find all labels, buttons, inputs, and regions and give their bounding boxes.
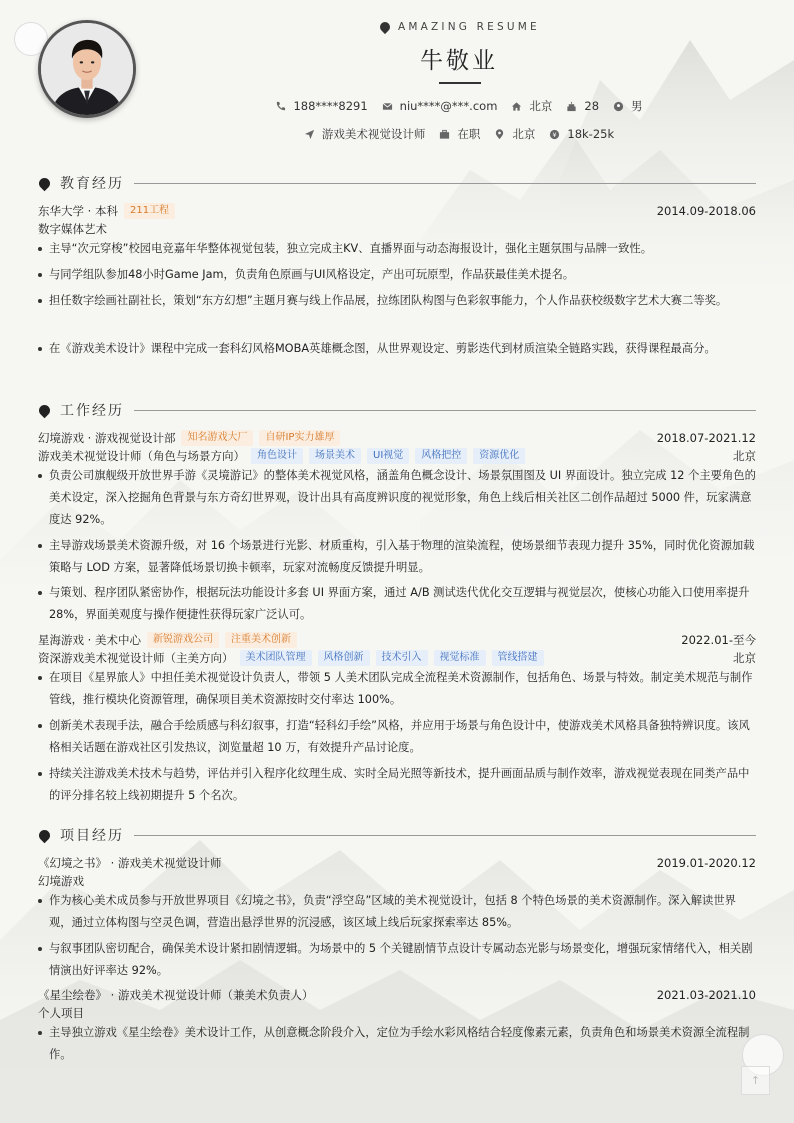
skill-tag: 场景美术	[309, 448, 361, 464]
salary-info	[549, 126, 614, 142]
age-info	[566, 98, 599, 114]
list-item: 作为核心美术成员参与开放世界项目《幻境之书》，负责“浮空岛”区域的美术视觉设计，包括 8 个特色场景的美术资源制作。深入解读世界观，通过立体构图与空灵色调，营造出悬浮世界的沉浸感，该区域上线后玩家探索率达 85%。	[38, 890, 756, 934]
cake-icon	[566, 101, 577, 112]
company-tag: 自研IP实力雄厚	[259, 430, 340, 446]
list-item: 主导独立游戏《星尘绘卷》美术设计工作，从创意概念阶段介入，定位为手绘水彩风格结合轻度像素元素，负责角色和场景美术资源全流程制作。	[38, 1022, 756, 1066]
project-name: 《幻境之书》 · 游戏美术视觉设计师	[38, 856, 222, 870]
status-info	[439, 126, 480, 142]
job-role: 游戏美术视觉设计师（角色与场景方向）	[38, 449, 245, 463]
phone-info	[275, 98, 367, 114]
section-divider	[134, 835, 756, 836]
school-name: 东华大学 · 本科	[38, 204, 118, 218]
job-intent-row	[0, 126, 794, 142]
section-title: 工作经历	[60, 403, 124, 419]
job-role-row	[38, 650, 756, 666]
gender-value: 男	[631, 99, 643, 113]
send-icon	[304, 129, 315, 140]
skill-tag: 风格把控	[415, 448, 467, 464]
section-divider	[134, 410, 756, 411]
list-item: 与叙事团队密切配合，确保美术设计紧扣剧情逻辑。为场景中的 5 个关键剧情节点设计专属动态光影与场景变化，增强玩家情绪代入，相关剧情演出好评率达 92%。	[38, 938, 756, 982]
section-divider	[134, 183, 756, 184]
brand-text: AMAZING RESUME	[398, 21, 540, 33]
briefcase-icon	[439, 129, 450, 140]
list-item: 担任数字绘画社副社长，策划“东方幻想”主题月赛与线上作品展，拉练团队构图与色彩叙事能力，个人作品获校级数字艺术大赛二等奖。	[38, 290, 756, 312]
list-item: 与同学组队参加48小时Game Jam，负责角色原画与UI风格设定，产出可玩原型，作品获最佳美术提名。	[38, 264, 756, 286]
list-item: 在《游戏美术设计》课程中完成一套科幻风格MOBA英雄概念图，从世界观设定、剪影迭代到材质渲染全链路实践，获得课程最高分。	[38, 338, 756, 360]
major: 数字媒体艺术	[38, 222, 107, 236]
project-org-row	[38, 873, 756, 889]
major-row	[38, 221, 756, 237]
person-icon	[613, 101, 624, 112]
skill-tag: 技术引入	[376, 650, 428, 666]
job-role-row	[38, 448, 756, 464]
job-city: 北京	[733, 651, 756, 665]
position-info	[304, 126, 426, 142]
ink-drop-icon	[378, 20, 392, 34]
back-to-top-icon[interactable]: ↑	[741, 1066, 770, 1095]
project-name: 《星尘绘卷》 · 游戏美术视觉设计师（兼美术负责人）	[38, 988, 314, 1002]
coin-icon	[549, 129, 560, 140]
job-role: 资深游戏美术视觉设计师（主美方向）	[38, 651, 234, 665]
list-item: 负责公司旗舰级开放世界手游《灵境游记》的整体美术视觉风格，涵盖角色概念设计、场景氛围图及 UI 界面设计。独立完成 12 个主要角色的美术设定，深入挖掘角色背景与东方奇幻世界观，设计出具有高度辨识度的视觉形象，角色上线后相关社区二创作品超过 5000 件，玩家满意度达 92%。	[38, 465, 756, 531]
ink-drop-icon	[37, 827, 53, 843]
ink-drop-icon	[37, 175, 53, 191]
location-info	[511, 98, 552, 114]
list-item: 在项目《星界旅人》中担任美术视觉设计负责人，带领 5 人美术团队完成全流程美术资源制作，包括角色、场景与特效。制定美术规范与制作管线，推行模块化资源管理，确保项目美术资源按时交付率达 100%。	[38, 667, 756, 711]
company-tag: 新锐游戏公司	[147, 632, 219, 648]
project-section-header	[38, 826, 756, 844]
list-item: 创新美术表现手法，融合手绘质感与科幻叙事，打造“轻科幻手绘”风格，并应用于场景与角色设计中，使游戏美术风格具备独特辨识度。该风格相关话题在游戏社区引发热议，浏览量超 10 万，有效提升产品讨论度。	[38, 715, 756, 759]
job-header-row	[38, 632, 756, 648]
list-item: 与策划、程序团队紧密协作，根据玩法功能设计多套 UI 界面方案，通过 A/B 测试迭代优化交互逻辑与视觉层次，使核心功能入口使用率提升 28%，界面美观度与操作便捷性获得玩家广泛认可。	[38, 582, 756, 626]
skill-tag: 管线搭建	[492, 650, 544, 666]
job-date: 2018.07-2021.12	[656, 431, 756, 445]
education-date: 2014.09-2018.06	[656, 204, 756, 218]
skill-tag: 角色设计	[251, 448, 303, 464]
email-value: niu****@***.com	[399, 99, 498, 113]
home-icon	[511, 101, 522, 112]
age-value: 28	[584, 99, 600, 113]
map-pin-icon	[494, 129, 505, 140]
name-divider	[439, 82, 481, 84]
project-org-row	[38, 1005, 756, 1021]
education-row	[38, 203, 756, 219]
project-date: 2019.01-2020.12	[656, 856, 756, 870]
skill-tag: UI视觉	[367, 448, 409, 464]
list-item: 主导“次元穿梭”校园电竞嘉年华整体视觉包装，独立完成主KV、直播界面与动态海报设计，强化主题氛围与品牌一致性。	[38, 238, 756, 260]
skill-tag: 资源优化	[473, 448, 525, 464]
status-value: 在职	[457, 127, 481, 141]
job-header-row	[38, 430, 756, 446]
skill-tag: 风格创新	[318, 650, 370, 666]
location-value: 北京	[529, 99, 553, 113]
company-name: 星海游戏 · 美术中心	[38, 633, 141, 647]
skill-tag: 美术团队管理	[240, 650, 312, 666]
city-info	[494, 126, 535, 142]
list-item: 主导游戏场景美术资源升级，对 16 个场景进行光影、材质重构，引入基于物理的渲染流程，使场景细节表现力提升 35%，同时优化资源加载策略与 LOD 方案，显著降低场景切换卡顿率，玩家对流畅度反馈提升明显。	[38, 535, 756, 579]
position-value: 游戏美术视觉设计师	[321, 127, 426, 141]
company-tag: 注重美术创新	[225, 632, 297, 648]
contact-info-row	[0, 98, 794, 114]
company-tag: 知名游戏大厂	[181, 430, 253, 446]
skill-tag: 视觉标准	[434, 650, 486, 666]
school-tag: 211工程	[124, 203, 175, 219]
project-date: 2021.03-2021.10	[656, 988, 756, 1002]
list-item: 持续关注游戏美术技术与趋势，评估并引入程序化纹理生成、实时全局光照等新技术，提升画面品质与制作效率，游戏视觉表现在同类产品中的评分排名较上线初期提升 5 个名次。	[38, 763, 756, 807]
project-header-row	[38, 855, 756, 871]
job-city: 北京	[733, 449, 756, 463]
phone-icon	[275, 101, 286, 112]
mail-icon	[382, 101, 393, 112]
project-header-row	[38, 987, 756, 1003]
candidate-name: 牛敬业	[420, 48, 498, 74]
job-date: 2022.01-至今	[681, 633, 756, 647]
brand-label	[380, 20, 540, 34]
salary-value: 18k-25k	[567, 127, 615, 141]
project-org: 幻境游戏	[38, 874, 84, 888]
work-section-header	[38, 401, 756, 419]
gender-info	[613, 98, 643, 114]
education-section-header	[38, 174, 756, 192]
project-org: 个人项目	[38, 1006, 84, 1020]
section-title: 项目经历	[60, 828, 124, 844]
phone-value: 188****8291	[293, 99, 368, 113]
svg-text:¥: ¥	[552, 130, 557, 139]
company-name: 幻境游戏 · 游戏视觉设计部	[38, 431, 176, 445]
ink-drop-icon	[37, 402, 53, 418]
section-title: 教育经历	[60, 176, 124, 192]
city-value: 北京	[512, 127, 536, 141]
email-info	[382, 98, 498, 114]
